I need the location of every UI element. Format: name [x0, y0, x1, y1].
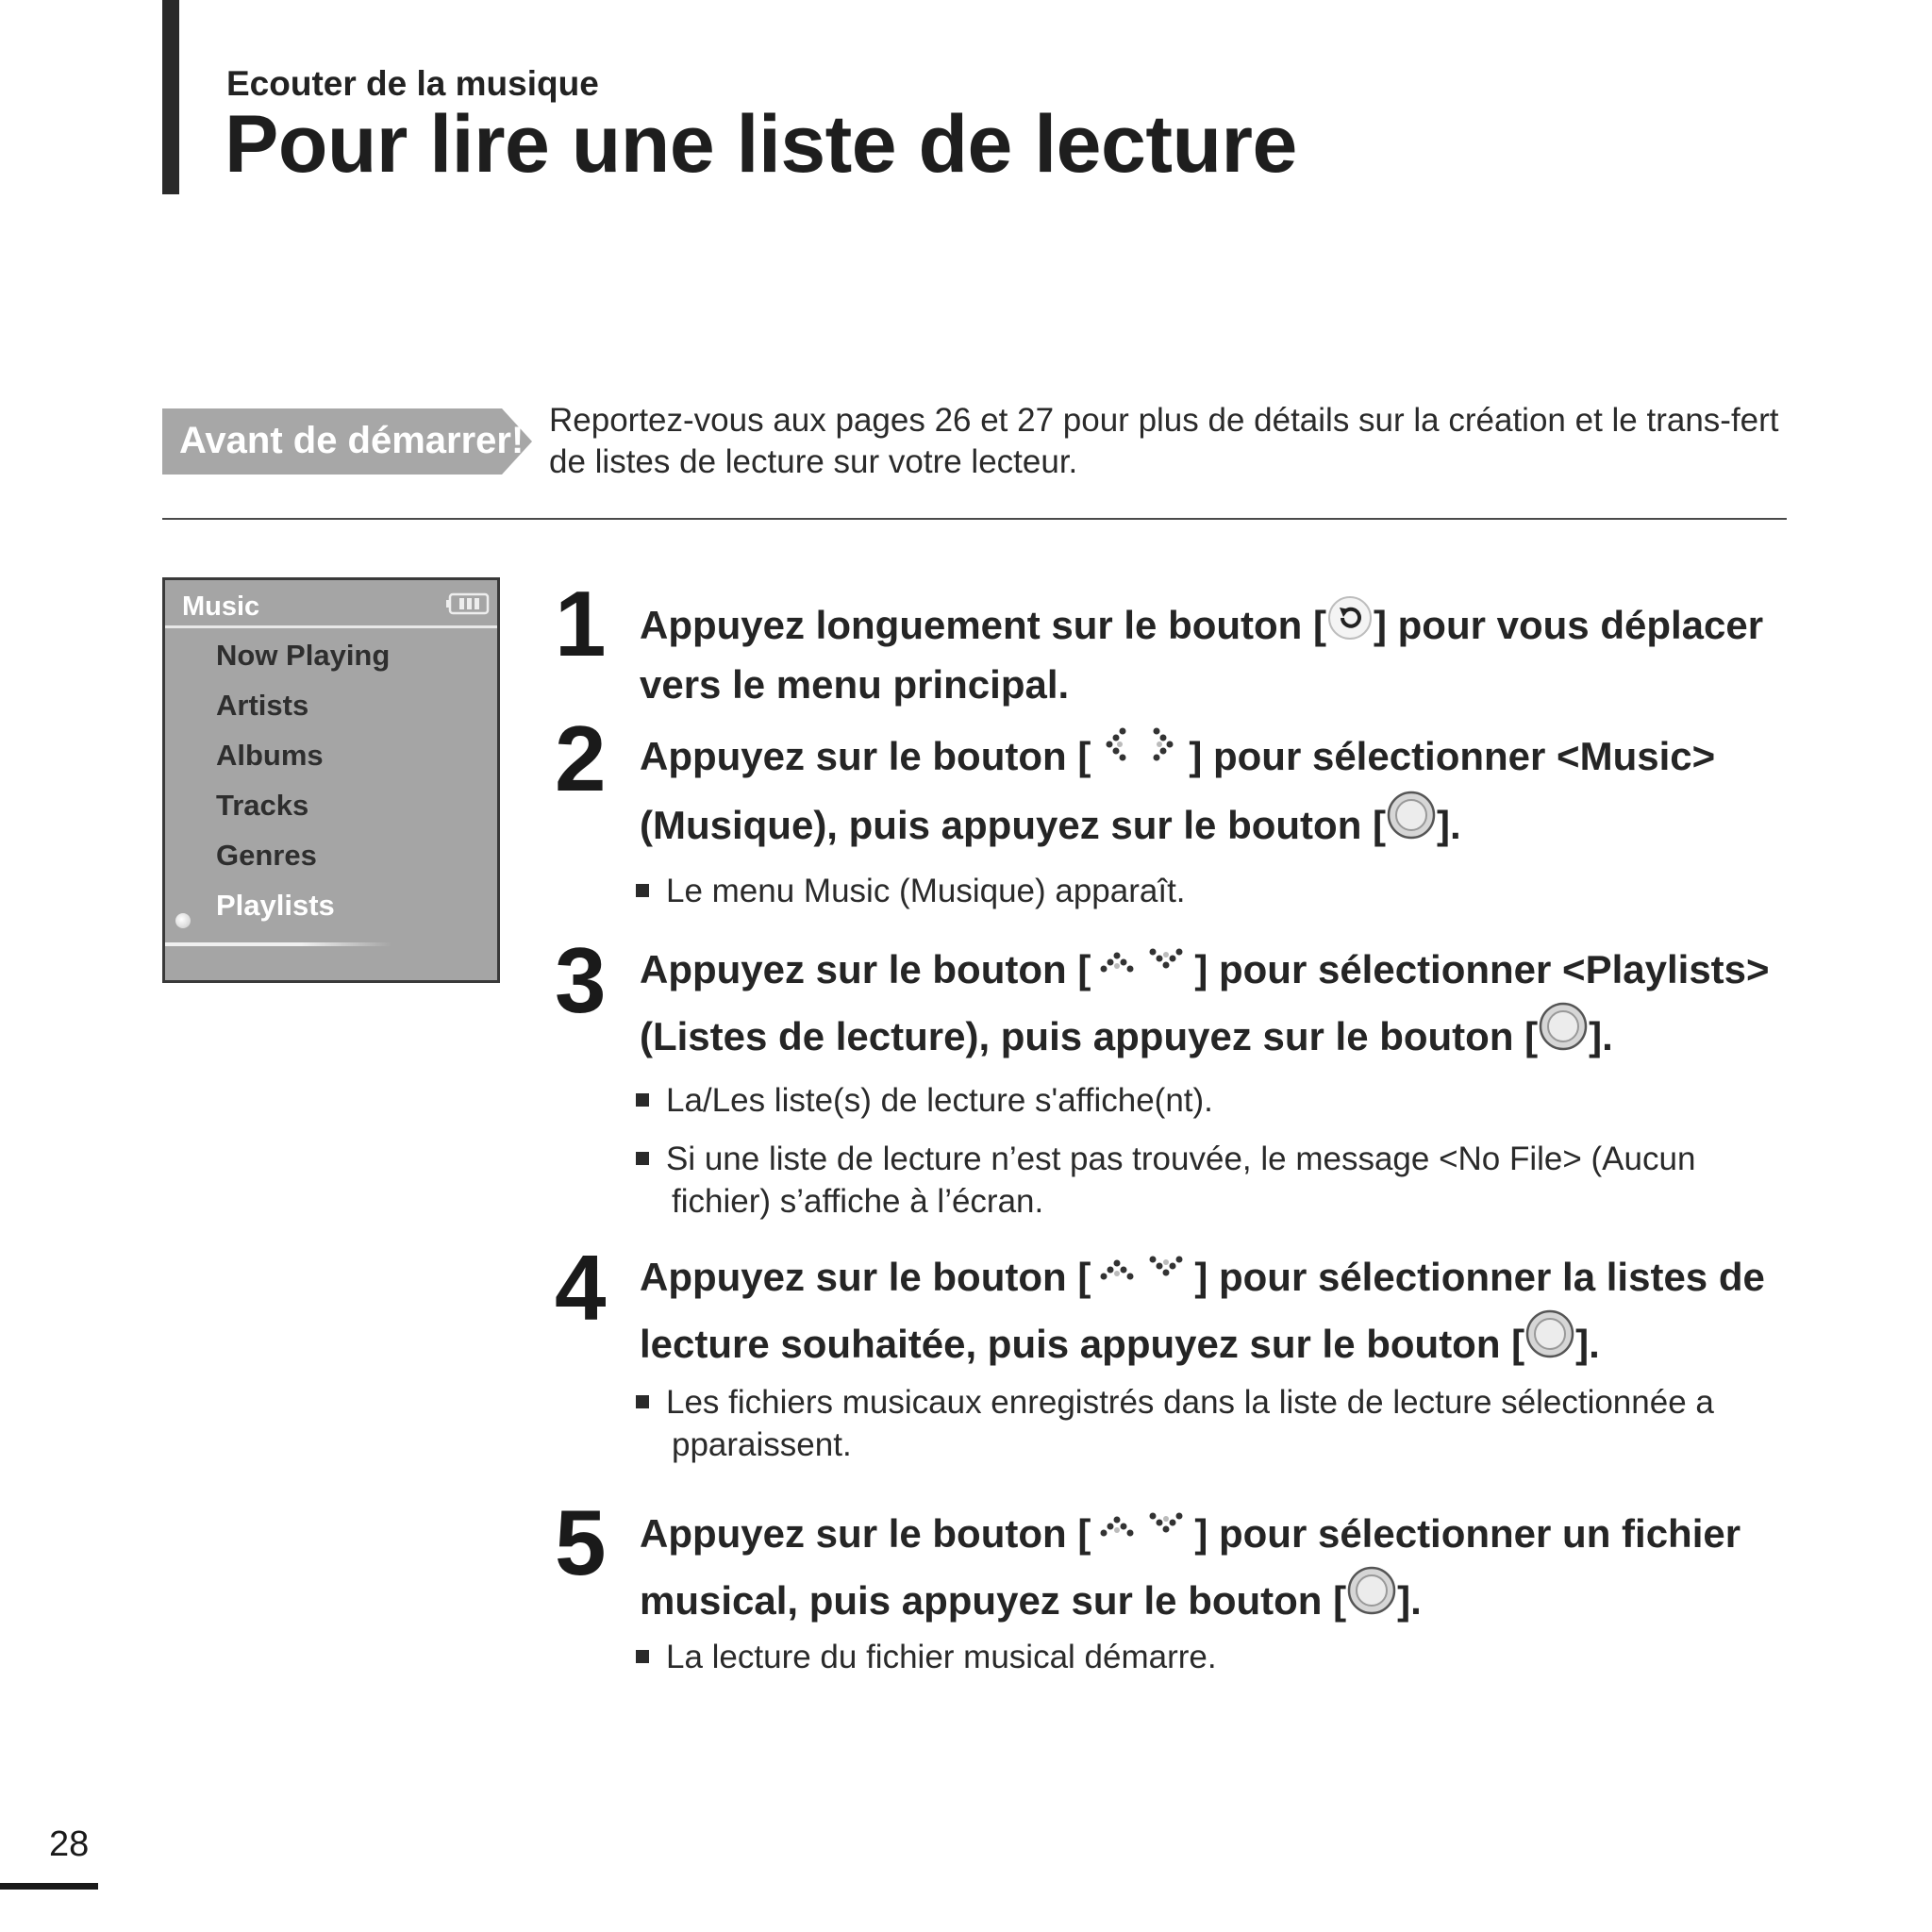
step-4-text — [640, 1245, 1792, 1382]
up-down-arrows-icon — [1091, 937, 1194, 1001]
step-1-text — [640, 598, 1792, 711]
step-text-part: ]. — [1575, 1322, 1600, 1366]
step-5-note — [636, 1636, 1789, 1678]
select-button-icon — [1346, 1565, 1397, 1635]
selection-bullet-icon — [175, 913, 191, 928]
step-text-part: ]. — [1437, 803, 1461, 847]
device-menu-item: Genres — [216, 839, 317, 872]
step-text-part: Appuyez sur le bouton [ — [640, 734, 1091, 778]
step-number: 1 — [555, 572, 607, 675]
step-text-part: ]. — [1397, 1578, 1422, 1623]
step-number: 4 — [555, 1236, 607, 1340]
select-button-icon — [1524, 1308, 1575, 1378]
device-menu-item: Tracks — [216, 789, 309, 822]
select-button-icon — [1538, 1001, 1589, 1071]
note-text: La/Les liste(s) de lecture s'affiche(nt). — [666, 1082, 1213, 1119]
step-number: 3 — [555, 928, 607, 1032]
device-menu-item: Albums — [216, 739, 324, 772]
note-text: La lecture du fichier musical démarre. — [666, 1639, 1217, 1675]
before-start-text: Reportez-vous aux pages 26 et 27 pour plus de détails sur la création et le trans-fert de listes de lecture sur votre lecteur. — [549, 402, 1779, 480]
left-right-arrows-icon — [1091, 722, 1189, 790]
step-text-part: Appuyez sur le bouton [ — [640, 1511, 1091, 1556]
select-button-icon — [1386, 790, 1437, 859]
battery-icon — [446, 591, 490, 621]
step-4-note — [636, 1381, 1789, 1466]
bullet-square-icon — [636, 1152, 649, 1165]
step-number: 5 — [555, 1491, 607, 1594]
up-down-arrows-icon — [1091, 1244, 1194, 1308]
note-text: Si une liste de lecture n’est pas trouvée, le message <No File> (Aucun fichier) s’affiche à l’écran. — [666, 1141, 1696, 1220]
page-title: Pour lire une liste de lecture — [225, 99, 1297, 190]
step-number: 2 — [555, 707, 607, 810]
up-down-arrows-icon — [1091, 1501, 1194, 1565]
header-bar — [162, 0, 179, 194]
device-menu-item: Artists — [216, 689, 309, 722]
step-2-text — [640, 724, 1792, 863]
note-text: Le menu Music (Musique) apparaît. — [666, 873, 1186, 909]
bullet-square-icon — [636, 884, 649, 897]
section-title: Ecouter de la musique — [226, 64, 599, 103]
page-number-underline — [0, 1883, 98, 1890]
bullet-square-icon — [636, 1395, 649, 1408]
step-text-part: ] pour sélectionner <Music> (Musique), puis appuyez sur le bouton [ — [640, 734, 1716, 847]
device-screen — [162, 577, 500, 983]
step-3-note — [636, 1138, 1789, 1223]
bullet-square-icon — [636, 1650, 649, 1663]
step-5-text — [640, 1502, 1792, 1639]
step-text-part: ] pour sélectionner <Playlists> (Listes de lecture), puis appuyez sur le bouton [ — [640, 947, 1770, 1058]
device-title-separator — [165, 625, 497, 628]
step-text-part: Appuyez longuement sur le bouton [ — [640, 603, 1326, 648]
step-text-part: ] pour vous déplacer vers le menu principal. — [640, 603, 1764, 707]
page-number: 28 — [49, 1824, 90, 1864]
device-menu-item: Now Playing — [216, 639, 391, 672]
back-arrow-icon — [1326, 594, 1374, 655]
step-text-part: ] pour sélectionner un fichier musical, puis appuyez sur le bouton [ — [640, 1511, 1741, 1623]
device-screen-title: Music — [182, 591, 260, 622]
bullet-square-icon — [636, 1093, 649, 1107]
selection-underline — [165, 942, 391, 946]
step-3-text — [640, 938, 1792, 1074]
note-text: Les fichiers musicaux enregistrés dans la liste de lecture sélectionnée a pparaissent. — [666, 1384, 1714, 1463]
before-start-label: Avant de démarrer! — [179, 420, 525, 461]
step-text-part: Appuyez sur le bouton [ — [640, 1255, 1091, 1299]
step-2-note — [636, 870, 1789, 912]
step-text-part: ]. — [1589, 1014, 1613, 1058]
divider — [162, 518, 1787, 520]
step-text-part: ] pour sélectionner la listes de lecture souhaitée, puis appuyez sur le bouton [ — [640, 1255, 1765, 1366]
step-3-note — [636, 1079, 1789, 1122]
step-text-part: Appuyez sur le bouton [ — [640, 947, 1091, 991]
device-menu-item-selected: Playlists — [216, 889, 335, 922]
